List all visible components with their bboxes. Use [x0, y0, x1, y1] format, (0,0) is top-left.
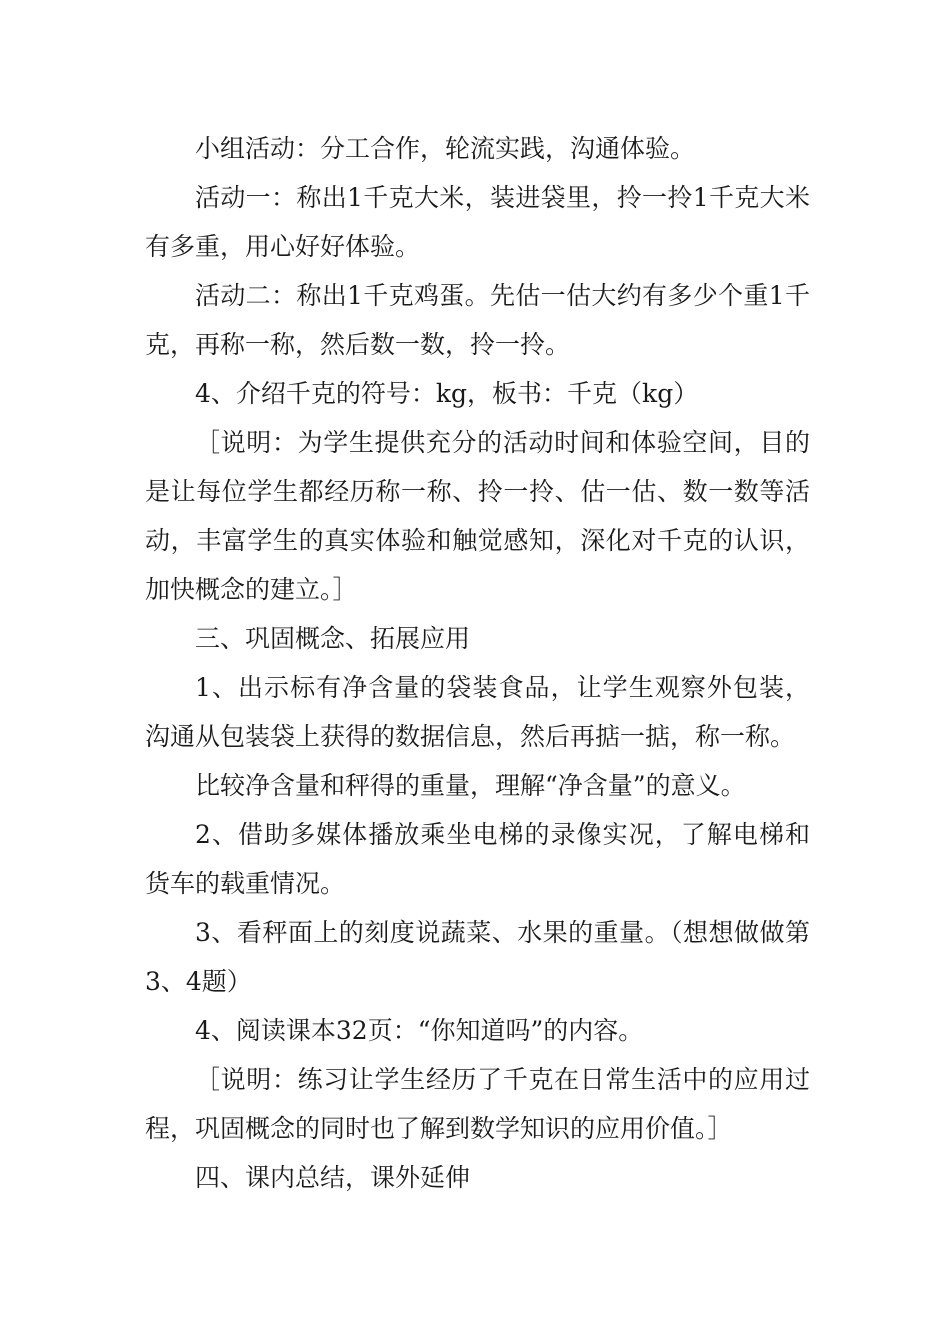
paragraph-compare: 比较净含量和秤得的重量，理解“净含量”的意义。: [195, 771, 746, 800]
paragraph-item-4: 4、阅读课本32页：“你知道吗”的内容。: [195, 1016, 644, 1045]
paragraph-group-activity: 小组活动：分工合作，轮流实践，沟通体验。: [195, 134, 696, 163]
paragraph-item-2: 2、借助多媒体播放乘坐电梯的录像实况，了解电梯和货车的载重情况。: [145, 820, 810, 898]
paragraph-activity-one: 活动一：称出1千克大米，装进袋里，拎一拎1千克大米有多重，用心好好体验。: [145, 183, 810, 261]
paragraph-note-1: ［说明：为学生提供充分的活动时间和体验空间，目的是让每位学生都经历称一称、拎一拎、估一估、数一数等活动，丰富学生的真实体验和触觉感知，深化对千克的认识，加快概念的建立。］: [145, 428, 810, 604]
document-body: [145, 124, 810, 1202]
paragraph-item-3: 3、看秤面上的刻度说蔬菜、水果的重量。（想想做做第3、4题）: [145, 918, 810, 996]
paragraph-note-2: ［说明：练习让学生经历了千克在日常生活中的应用过程，巩固概念的同时也了解到数学知识的应用价值。］: [145, 1065, 810, 1143]
section-heading-4: 四、课内总结，课外延伸: [195, 1163, 471, 1192]
section-heading-3: 三、巩固概念、拓展应用: [195, 624, 471, 653]
paragraph-item-1: 1、出示标有净含量的袋装食品，让学生观察外包装，沟通从包装袋上获得的数据信息，然后再掂一掂，称一称。: [145, 673, 810, 751]
paragraph-activity-two: 活动二：称出1千克鸡蛋。先估一估大约有多少个重1千克，再称一称，然后数一数，拎一拎。: [145, 281, 810, 359]
paragraph-kg-symbol: 4、介绍千克的符号：kg，板书：千克（kg）: [195, 379, 699, 408]
